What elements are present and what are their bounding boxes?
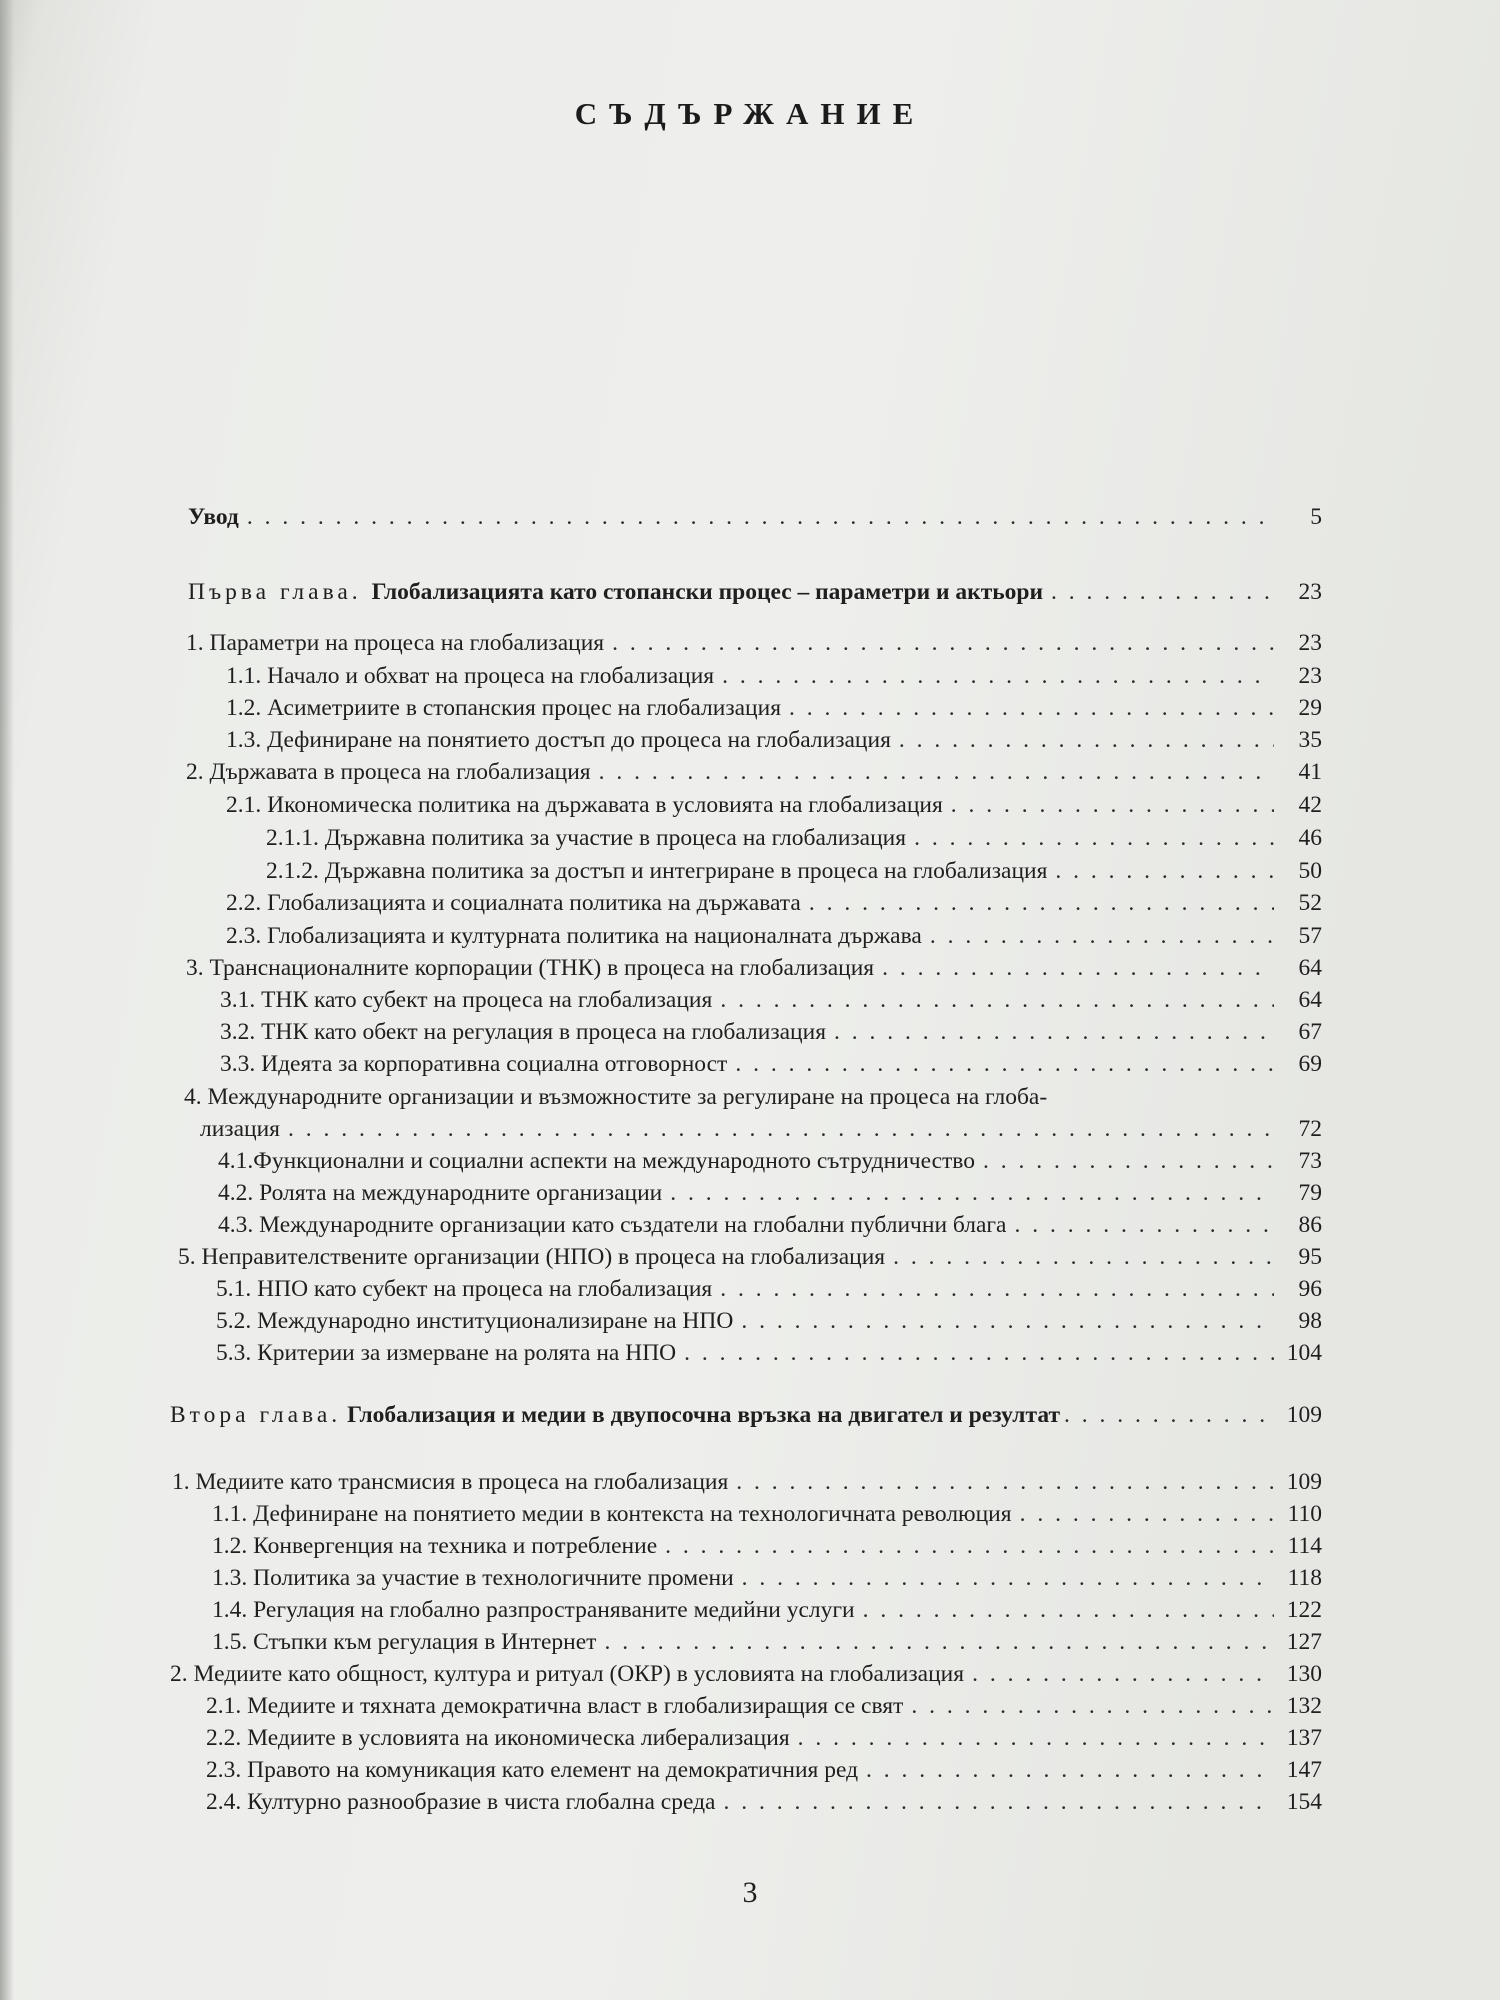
- toc-item[interactable]: [206, 1755, 1322, 1785]
- toc-item-text: 1.4. Регулация на глобално разпространяваните медийни услуги: [212, 1597, 855, 1623]
- leader-dots: [798, 1723, 1274, 1753]
- toc-item-line[interactable]: 4. Международните организации и възможностите за регулиране на процеса на глоба-: [184, 1084, 1048, 1110]
- toc-intro-title: Увод: [188, 504, 239, 530]
- leader-dots: [899, 725, 1274, 755]
- leader-dots: [288, 1114, 1274, 1144]
- toc-item-page: 122: [1286, 1597, 1322, 1623]
- leader-dots: [742, 1563, 1274, 1593]
- toc-item-page: 69: [1298, 1051, 1322, 1077]
- chapter-2-page: 109: [1286, 1402, 1322, 1428]
- toc-item-text: 3. Транснационалните корпорации (ТНК) в процеса на глобализация: [186, 955, 875, 981]
- page-number: 3: [742, 1876, 758, 1909]
- toc-item-text: 2.2. Глобализацията и социалната политика на държавата: [226, 890, 801, 916]
- toc-item-text: 1.3. Политика за участие в технологичните промени: [212, 1565, 734, 1591]
- toc-item[interactable]: [226, 921, 1322, 951]
- toc-item-text: 1.1. Дефиниране на понятието медии в контекста на технологичната революция: [212, 1501, 1012, 1527]
- toc-item-page: 72: [1298, 1116, 1322, 1142]
- leader-dots: [723, 1787, 1274, 1817]
- chapter-2-label: Втора глава.: [170, 1402, 342, 1428]
- toc-item-text: 5.2. Международно институционализиране на НПО: [216, 1308, 734, 1334]
- toc-item-text: 1.2. Конвергенция на техника и потребление: [212, 1533, 658, 1559]
- chapter-1-title: Глобализацията като стопански процес – параметри и актьори: [371, 579, 1044, 605]
- toc-item-page: 114: [1287, 1533, 1322, 1559]
- toc-item[interactable]: [218, 1210, 1322, 1240]
- leader-dots: [684, 1338, 1274, 1368]
- toc-intro[interactable]: [188, 502, 1322, 532]
- toc-intro-page: 5: [1310, 504, 1322, 530]
- chapter-1-page: 23: [1298, 579, 1322, 605]
- toc-item-page: 137: [1286, 1725, 1322, 1751]
- toc-item-page: 79: [1298, 1180, 1322, 1206]
- toc-item-page: 52: [1298, 890, 1322, 916]
- leader-dots: [1020, 1499, 1274, 1529]
- toc-item[interactable]: [178, 1242, 1322, 1272]
- toc-item-page: 23: [1298, 663, 1322, 689]
- toc-item-page: 154: [1286, 1789, 1322, 1815]
- leader-dots: [670, 1178, 1274, 1208]
- toc-item-text: 4.3. Международните организации като създатели на глобални публични блага: [218, 1212, 1007, 1238]
- leader-dots: [247, 502, 1274, 532]
- toc-item-page: 64: [1298, 955, 1322, 981]
- leader-dots: [1064, 1400, 1278, 1430]
- toc-item[interactable]: [212, 1563, 1322, 1593]
- toc-item-text: 2.1. Медиите и тяхната демократична власт в глобализиращия се свят: [206, 1693, 904, 1719]
- toc-item-text: 5.3. Критерии за измерване на ролята на НПО: [216, 1340, 677, 1366]
- leader-dots: [914, 823, 1274, 853]
- toc-item[interactable]: [266, 823, 1322, 853]
- toc-item-page: 41: [1298, 759, 1322, 785]
- toc-item-text: 3.1. ТНК като субект на процеса на глобализация: [220, 987, 713, 1013]
- toc-item-text: 1.1. Начало и обхват на процеса на глобализация: [226, 663, 715, 689]
- toc-item-page: 50: [1298, 858, 1322, 884]
- toc-item-page: 57: [1298, 923, 1322, 949]
- toc-item-page: 118: [1287, 1565, 1322, 1591]
- toc-item[interactable]: [226, 661, 1322, 691]
- toc-item[interactable]: [218, 1146, 1322, 1176]
- toc-item-page: 35: [1298, 727, 1322, 753]
- toc-item-text: 5.1. НПО като субект на процеса на глобализация: [216, 1276, 713, 1302]
- toc-item-page: 86: [1298, 1212, 1322, 1238]
- toc-item-page: 23: [1298, 630, 1322, 656]
- toc-item-page: 109: [1286, 1469, 1322, 1495]
- toc-item[interactable]: [226, 693, 1322, 723]
- toc-item-page: 98: [1298, 1308, 1322, 1334]
- toc-item-page: 73: [1298, 1148, 1322, 1174]
- toc-item[interactable]: [226, 725, 1322, 755]
- toc-item[interactable]: [206, 1691, 1322, 1721]
- toc-item[interactable]: [200, 1114, 1322, 1144]
- toc-item[interactable]: [212, 1627, 1322, 1657]
- leader-dots: [741, 1306, 1274, 1336]
- leader-dots: [1051, 577, 1274, 607]
- toc-item[interactable]: [186, 953, 1322, 983]
- toc-item-page: 96: [1298, 1276, 1322, 1302]
- toc-item[interactable]: [220, 985, 1322, 1015]
- leader-dots: [951, 790, 1274, 820]
- toc-item[interactable]: [206, 1723, 1322, 1753]
- leader-dots: [1055, 856, 1274, 886]
- leader-dots: [893, 1242, 1274, 1272]
- leader-dots: [604, 1627, 1274, 1657]
- toc-item-text: 2.1.1. Държавна политика за участие в процеса на глобализация: [266, 825, 907, 851]
- toc-item[interactable]: [186, 628, 1322, 658]
- toc-item-page: 147: [1286, 1757, 1322, 1783]
- toc-item-page: 64: [1298, 987, 1322, 1013]
- toc-chapter-1[interactable]: [188, 577, 1322, 607]
- toc-item-page: 29: [1298, 695, 1322, 721]
- leader-dots: [1015, 1210, 1275, 1240]
- toc-item[interactable]: [226, 790, 1322, 820]
- toc-item-page: 42: [1298, 792, 1322, 818]
- chapter-1-label: Първа глава.: [188, 579, 362, 605]
- toc-item-text: 3.2. ТНК като обект на регулация в процеса на глобализация: [220, 1019, 826, 1045]
- toc-item[interactable]: [216, 1338, 1322, 1368]
- leader-dots: [809, 888, 1274, 918]
- toc-item-text: 2. Държавата в процеса на глобализация: [186, 759, 591, 785]
- leader-dots: [882, 953, 1274, 983]
- toc-item[interactable]: [216, 1274, 1322, 1304]
- toc-heading: СЪДЪРЖАНИЕ: [574, 96, 926, 131]
- toc-item-page: 104: [1286, 1340, 1322, 1366]
- leader-dots: [612, 628, 1274, 658]
- toc-item[interactable]: [212, 1499, 1322, 1529]
- toc-item-text: 4.1.Функционални и социални аспекти на международното сътрудничество: [218, 1148, 975, 1174]
- toc-chapter-2[interactable]: [170, 1400, 1322, 1430]
- toc-item-text: 2.3. Правото на комуникация като елемент на демократичния ред: [206, 1757, 859, 1783]
- toc-item-text: 2. Медиите като общност, култура и ритуал (ОКР) в условията на глобализация: [170, 1661, 965, 1687]
- leader-dots: [834, 1017, 1274, 1047]
- toc-item-page: 132: [1286, 1693, 1322, 1719]
- toc-item[interactable]: [206, 1787, 1322, 1817]
- page-shadow: [0, 0, 14, 2000]
- toc-item-text: 1.3. Дефиниране на понятието достъп до процеса на глобализация: [226, 727, 891, 753]
- toc-item-text: лизация: [200, 1116, 280, 1142]
- toc-item-text: 3.3. Идеята за корпоративна социална отговорност: [220, 1051, 728, 1077]
- chapter-2-title: Глобализация и медии в двупосочна връзка на двигател и резултат: [347, 1402, 1061, 1428]
- leader-dots: [665, 1531, 1274, 1561]
- toc-item-page: 95: [1298, 1244, 1322, 1270]
- leader-dots: [720, 985, 1274, 1015]
- toc-item[interactable]: [218, 1178, 1322, 1208]
- toc-item-page: 110: [1287, 1501, 1322, 1527]
- toc-item[interactable]: [186, 757, 1322, 787]
- toc-item-text: 1. Параметри на процеса на глобализация: [186, 630, 605, 656]
- leader-dots: [866, 1755, 1274, 1785]
- toc-item-text: 1.2. Асиметриите в стопанския процес на глобализация: [226, 695, 782, 721]
- toc-item[interactable]: [226, 888, 1322, 918]
- leader-dots: [789, 693, 1274, 723]
- toc-item[interactable]: [216, 1306, 1322, 1336]
- toc-item[interactable]: [212, 1595, 1322, 1625]
- toc-item[interactable]: [212, 1531, 1322, 1561]
- toc-item-text: 2.2. Медиите в условията на икономическа либерализация: [206, 1725, 790, 1751]
- toc-item-text: 2.1. Икономическа политика на държавата в условията на глобализация: [226, 792, 943, 818]
- toc-item-text: 5. Неправителствените организации (НПО) в процеса на глобализация: [178, 1244, 886, 1270]
- toc-item[interactable]: [170, 1659, 1322, 1689]
- toc-item-text: 1.5. Стъпки към регулация в Интернет: [212, 1629, 597, 1655]
- leader-dots: [735, 1049, 1274, 1079]
- toc-item[interactable]: [172, 1467, 1322, 1497]
- toc-item-page: 46: [1298, 825, 1322, 851]
- leader-dots: [972, 1659, 1274, 1689]
- leader-dots: [863, 1595, 1274, 1625]
- leader-dots: [983, 1146, 1274, 1176]
- leader-dots: [599, 757, 1274, 787]
- toc-item[interactable]: [220, 1017, 1322, 1047]
- leader-dots: [930, 921, 1274, 951]
- toc-item-page: 130: [1286, 1661, 1322, 1687]
- leader-dots: [911, 1691, 1274, 1721]
- toc-item-text: 4.2. Ролята на международните организации: [218, 1180, 663, 1206]
- toc-item-page: 67: [1298, 1019, 1322, 1045]
- leader-dots: [722, 661, 1274, 691]
- toc-item-text: 1. Медиите като трансмисия в процеса на глобализация: [172, 1469, 729, 1495]
- toc-item-text: 2.4. Културно разнообразие в чиста глобална среда: [206, 1789, 716, 1815]
- toc-item-text: 2.3. Глобализацията и културната политика на националната държава: [226, 923, 922, 949]
- toc-item-text: 2.1.2. Държавна политика за достъп и интегриране в процеса на глобализация: [266, 858, 1048, 884]
- leader-dots: [720, 1274, 1274, 1304]
- toc-item[interactable]: [220, 1049, 1322, 1079]
- toc-item-page: 127: [1286, 1629, 1322, 1655]
- toc-item[interactable]: [266, 856, 1322, 886]
- leader-dots: [736, 1467, 1274, 1497]
